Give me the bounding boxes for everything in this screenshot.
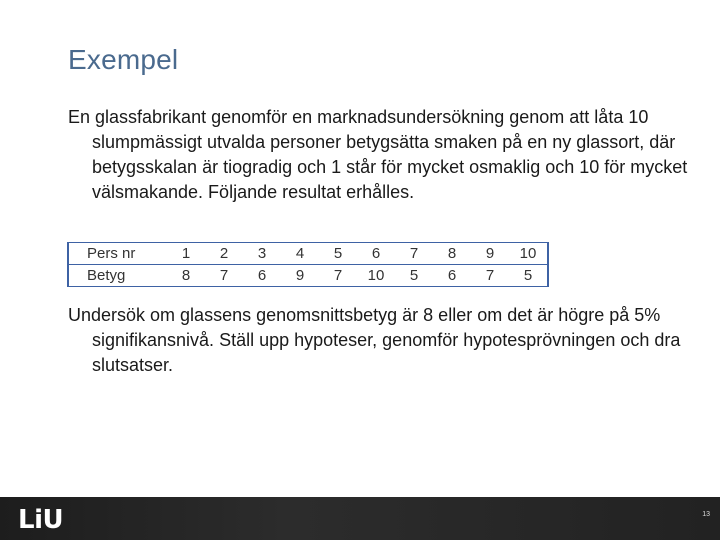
table-cell: 8 xyxy=(167,265,205,287)
table-cell: 10 xyxy=(357,265,395,287)
table-cell: 7 xyxy=(205,265,243,287)
table-cell: 5 xyxy=(319,243,357,265)
table-cell: 7 xyxy=(395,243,433,265)
table-row-betyg xyxy=(68,265,548,287)
liu-logo: LiU xyxy=(18,505,64,535)
table-cell: 7 xyxy=(319,265,357,287)
task-paragraph: Undersök om glassens genomsnittsbetyg är 8 eller om det är högre på 5% signifikansnivå. Ställ upp hypoteser, genomför hypotesprövningen och dra slutsatser. xyxy=(68,305,681,375)
table-cell: 6 xyxy=(243,265,281,287)
intro-paragraph: En glassfabrikant genomför en marknadsundersökning genom att låta 10 slumpmässigt utvalda personer betygsätta smaken på en ny glassort, där betygsskalan är tiogradig och 1 står för mycket osmaklig och 10 för mycket välsmakande. Följande resultat erhålles. xyxy=(68,107,688,202)
ratings-table xyxy=(67,242,549,287)
table-cell: 4 xyxy=(281,243,319,265)
table-cell: 5 xyxy=(509,265,548,287)
table-row-pers-nr xyxy=(68,243,548,265)
table-cell: 9 xyxy=(471,243,509,265)
table-cell: 6 xyxy=(357,243,395,265)
table-cell: 5 xyxy=(395,265,433,287)
footer-bar xyxy=(0,497,720,540)
slide-title: Exempel xyxy=(68,44,179,75)
table-cell: 9 xyxy=(281,265,319,287)
table-cell: 1 xyxy=(167,243,205,265)
table-cell: 3 xyxy=(243,243,281,265)
table-cell: 2 xyxy=(205,243,243,265)
page-number: 13 xyxy=(702,511,710,518)
row-label-pers-nr: Pers nr xyxy=(68,243,167,265)
table-cell: 10 xyxy=(509,243,548,265)
table-cell: 8 xyxy=(433,243,471,265)
table-cell: 6 xyxy=(433,265,471,287)
row-label-betyg: Betyg xyxy=(68,265,167,287)
table-cell: 7 xyxy=(471,265,509,287)
